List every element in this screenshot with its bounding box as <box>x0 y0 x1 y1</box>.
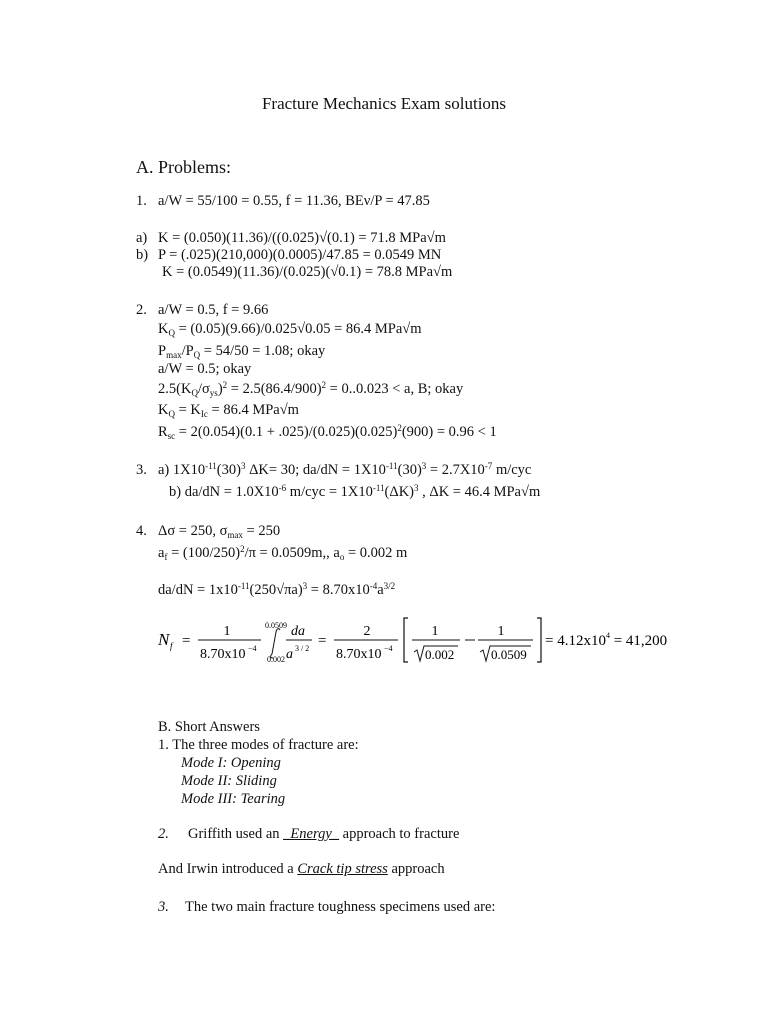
eq-root-b: 0.0509 <box>491 647 527 662</box>
mode-2-answer: Mode II: Sliding <box>181 773 277 789</box>
problem-1-given: 1. a/W = 55/100 = 0.55, f = 11.36, BEν/P = 47.85 <box>136 193 430 209</box>
problem-2-pmax: $P_{max}/P_Q = 54/50 = 1.08$; okay <box>158 343 326 360</box>
eq-equals-2: = <box>318 633 327 649</box>
problem-2-kq: $K_Q = (0.05)(9.66)/0.025√0.05 = 86.4$ MPa√m <box>158 321 422 338</box>
problem-2-rsc: $R_{sc} = 2(0.054)(0.1 + .025)/(0.025)(0.025)^2(900) = 0.96 < 1$ <box>158 423 497 441</box>
eq-numerator-2: 2 <box>363 624 371 639</box>
eq-a: a <box>286 647 293 662</box>
short-answer-1-question: 1. The three modes of fracture are: <box>158 737 359 753</box>
right-bracket-icon <box>537 618 541 662</box>
problem-1a: a) K = (0.050)(11.36)/((0.025)√(0.1) = 71.8 MPa√m <box>136 230 446 246</box>
mode-1-answer: Mode I: Opening <box>181 755 281 771</box>
problem-1b: b) P = (.025)(210,000)(0.0005)/47.85 = 0.0549 MN <box>136 247 442 263</box>
eq-lower-limit: 0.002 <box>267 655 285 664</box>
problem-1b-k: K = (0.0549)(11.36)/(0.025)(√0.1) = 78.8 MPa√m <box>162 264 453 280</box>
eq-a-exp: 3 / 2 <box>295 644 310 653</box>
problem-4-crack-sizes: $a_f = (100/250)^2/\pi = 0.0509m$,, $a_o = 0.002$ m <box>158 544 408 562</box>
short-answer-3-question: 3. The two main fracture toughness specimens used are: <box>158 899 496 915</box>
page-title: Fracture Mechanics Exam solutions <box>261 94 507 113</box>
problem-2-size-check: $2.5(K_Q/\sigma_{ys})^2 = 2.5(86.4/900)^2 = 0..0.023 < a$, B; okay <box>158 380 464 398</box>
problem-2-given: 2. a/W = 0.5, f = 9.66 <box>136 302 269 318</box>
problem-3a: 3. a) $1X10^{-11}(30)^3$ ΔK= 30; $da/dN = 1X10^{-11}(30)^3 = 2.7X10^{-7}$ m/cyc <box>136 461 532 478</box>
eq-n: N <box>158 630 170 649</box>
eq-numerator-1: 1 <box>223 624 231 639</box>
integral-sign-icon <box>271 629 280 658</box>
left-bracket-icon <box>404 618 408 662</box>
mode-3-answer: Mode III: Tearing <box>181 791 286 807</box>
problem-2-aw: a/W = 0.5; okay <box>158 361 252 377</box>
eq-denominator-1: 8.70x10 <box>200 647 246 662</box>
section-a-heading: A. Problems: <box>136 157 232 177</box>
eq-n-sub: f <box>170 641 173 651</box>
problem-2-kic: $K_Q = K_{Ic} = 86.4$ MPa√m <box>158 402 299 419</box>
short-answer-2-griffith: 2. Griffith used an _Energy_ approach to fracture <box>158 826 460 842</box>
problem-3b: b) $da/dN = 1.0X10^{-6}$ $m/cyc = 1X10^{-11}(\Delta K)^3$ , ΔK = 46.4 MPa√m <box>169 483 541 500</box>
eq-equals-1: = <box>182 633 191 649</box>
eq-upper-limit: 0.0509 <box>265 621 287 630</box>
eq-root-a: 0.002 <box>425 647 455 662</box>
short-answer-2-irwin: And Irwin introduced a Crack tip stress approach <box>158 861 445 877</box>
life-integral-equation <box>158 614 688 670</box>
eq-denominator-1-exp: −4 <box>248 644 257 653</box>
eq-one-a: 1 <box>431 624 439 639</box>
section-b-heading: B. Short Answers <box>158 719 260 735</box>
eq-denominator-2: 8.70x10 <box>336 647 382 662</box>
eq-denominator-2-exp: −4 <box>384 644 393 653</box>
problem-4-given: 4. Δσ = 250, $\sigma_{max} = 250$ <box>136 523 281 540</box>
eq-result: = $4.12x10^4 = 41,200$ <box>545 631 668 649</box>
problem-4-growth-law: $da/dN = 1x10^{-11}(250√\pi a)^3 = 8.70x10^{-4}a^{3/2}$ <box>158 581 396 598</box>
eq-da: da <box>291 624 305 639</box>
eq-one-b: 1 <box>497 624 505 639</box>
